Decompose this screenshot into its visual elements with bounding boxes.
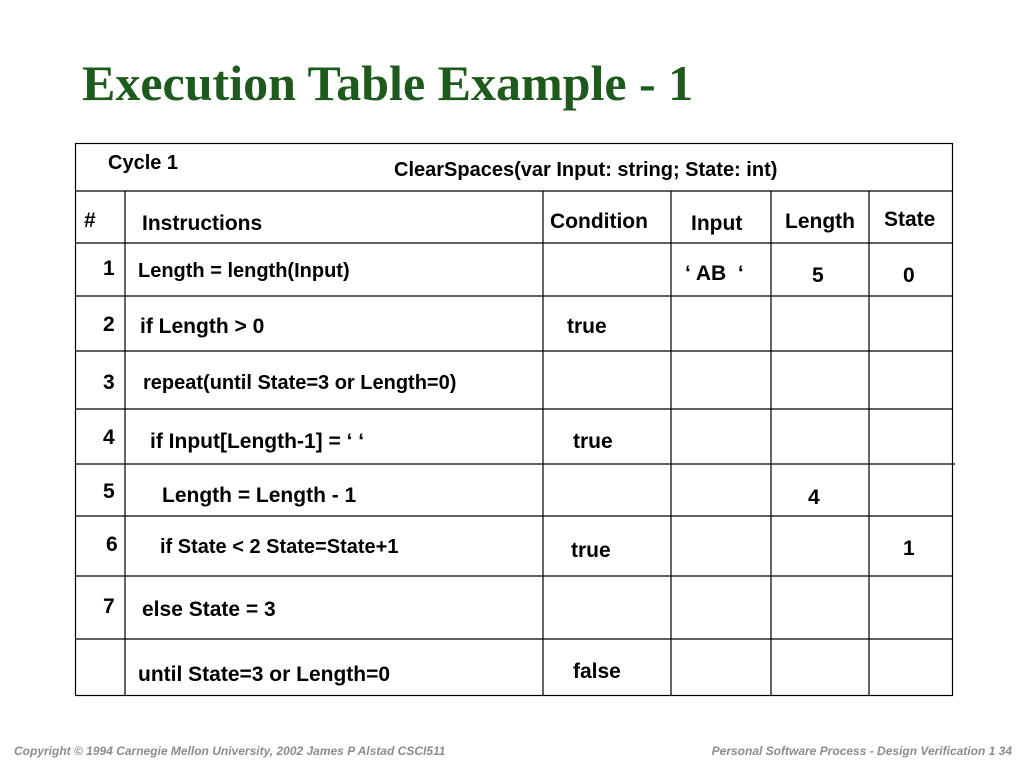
- footer-copyright: Copyright © 1994 Carnegie Mellon University, 2002 James P Alstad CSCI511: [14, 744, 446, 758]
- row-2-number: 2: [103, 313, 115, 336]
- row-5-instruction: Length = Length - 1: [162, 484, 357, 507]
- row-7-instruction: else State = 3: [142, 598, 276, 621]
- row-1-length: 5: [812, 264, 824, 287]
- row-5-number: 5: [103, 480, 115, 503]
- row-2-instruction: if Length > 0: [140, 315, 265, 338]
- row-5-length: 4: [808, 486, 820, 509]
- row-6-number: 6: [106, 533, 118, 556]
- header-condition: Condition: [550, 210, 648, 233]
- row-1-instruction: Length = length(Input): [138, 260, 350, 282]
- row-3-instruction: repeat(until State=3 or Length=0): [143, 372, 457, 394]
- procedure-signature: ClearSpaces(var Input: string; State: int): [394, 159, 778, 181]
- row-2-condition: true: [567, 315, 607, 338]
- row-1-number: 1: [103, 257, 115, 280]
- footer-course-info: Personal Software Process - Design Verification 1 34: [711, 744, 1012, 758]
- row-8-condition: false: [573, 660, 621, 683]
- row-6-state: 1: [903, 537, 915, 560]
- header-number: #: [84, 209, 96, 232]
- cycle-label: Cycle 1: [108, 152, 179, 174]
- row-1-input: ‘ AB ‘: [685, 262, 744, 285]
- header-input: Input: [691, 212, 743, 235]
- row-7-number: 7: [103, 595, 115, 618]
- row-4-instruction: if Input[Length-1] = ‘ ‘: [150, 430, 365, 453]
- row-3-number: 3: [103, 371, 115, 394]
- slide-title: Execution Table Example - 1: [82, 55, 694, 111]
- row-1-state: 0: [903, 264, 915, 287]
- row-6-instruction: if State < 2 State=State+1: [160, 536, 399, 558]
- row-4-condition: true: [573, 430, 613, 453]
- row-6-condition: true: [571, 539, 611, 562]
- row-4-number: 4: [103, 426, 115, 449]
- header-state: State: [884, 208, 936, 231]
- row-8-instruction: until State=3 or Length=0: [138, 663, 391, 686]
- header-length: Length: [785, 210, 855, 233]
- header-instructions: Instructions: [142, 212, 263, 235]
